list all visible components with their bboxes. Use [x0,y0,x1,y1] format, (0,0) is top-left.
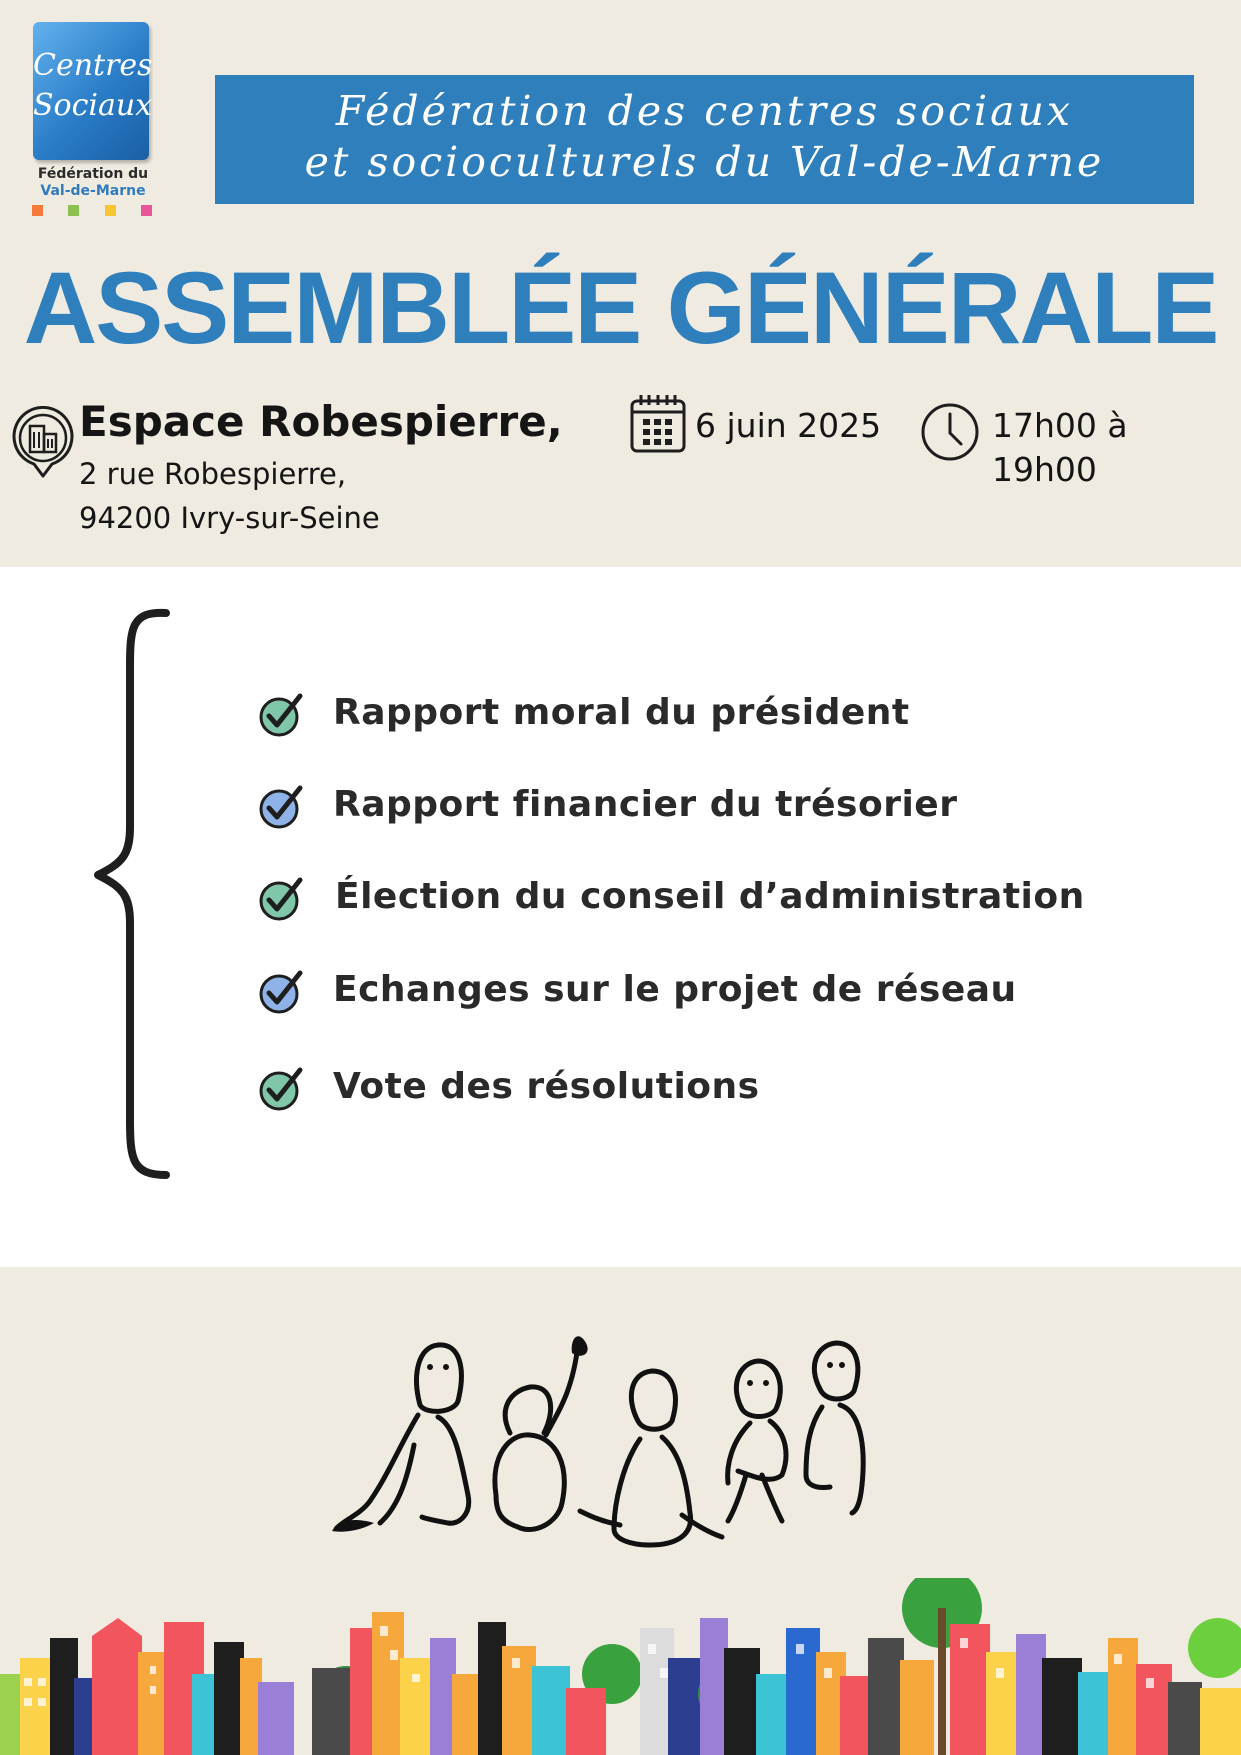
logo-color-dots [32,205,152,216]
footer-section [0,1267,1241,1755]
banner-line-2: et socioculturels du Val-de-Marne [304,138,1105,186]
logo-federation-text: Fédération du [37,166,149,182]
clock-icon [920,402,980,462]
logo-script-line1: Centres [33,48,153,83]
building-pin-icon [12,406,74,478]
venue-address-line2: 94200 Ivry-sur-Seine [79,501,380,535]
check-circle-icon [258,1066,304,1112]
logo-dot-yellow [105,205,116,216]
logo-badge [33,22,153,160]
logo-script-line2: Sociaux [33,88,153,123]
venue-name: Espace Robespierre, [79,397,563,446]
logo-dot-pink [141,205,152,216]
people-meeting-illustration [330,1325,930,1585]
banner-line-1: Fédération des centres sociaux [335,87,1074,135]
event-date: 6 juin 2025 [695,406,882,445]
venue-address-line1: 2 rue Robespierre, [79,457,347,491]
city-skyline-illustration [0,1578,1241,1755]
curly-brace-decoration [92,607,172,1187]
agenda-item-label: Élection du conseil d’administration [335,876,1085,917]
agenda-section [0,567,1241,1267]
logo-dot-orange [32,205,43,216]
agenda-item-label: Rapport moral du président [333,692,910,733]
logo-region-text: Val-de-Marne [40,183,146,199]
header-section [0,0,1241,567]
agenda-item-label: Echanges sur le projet de réseau [333,969,1017,1010]
page-title: ASSEMBLÉE GÉNÉRALE [23,251,1218,365]
agenda-item-label: Rapport financier du trésorier [333,784,958,825]
federation-logo [30,20,156,220]
logo-dot-green [68,205,79,216]
federation-banner [215,75,1194,204]
agenda-item-label: Vote des résolutions [333,1066,760,1107]
check-circle-icon [258,969,304,1015]
calendar-icon [629,392,687,454]
event-time: 17h00 à 19h00 [992,406,1128,489]
check-circle-icon [258,784,304,830]
check-circle-icon [258,876,304,922]
check-circle-icon [258,692,304,738]
